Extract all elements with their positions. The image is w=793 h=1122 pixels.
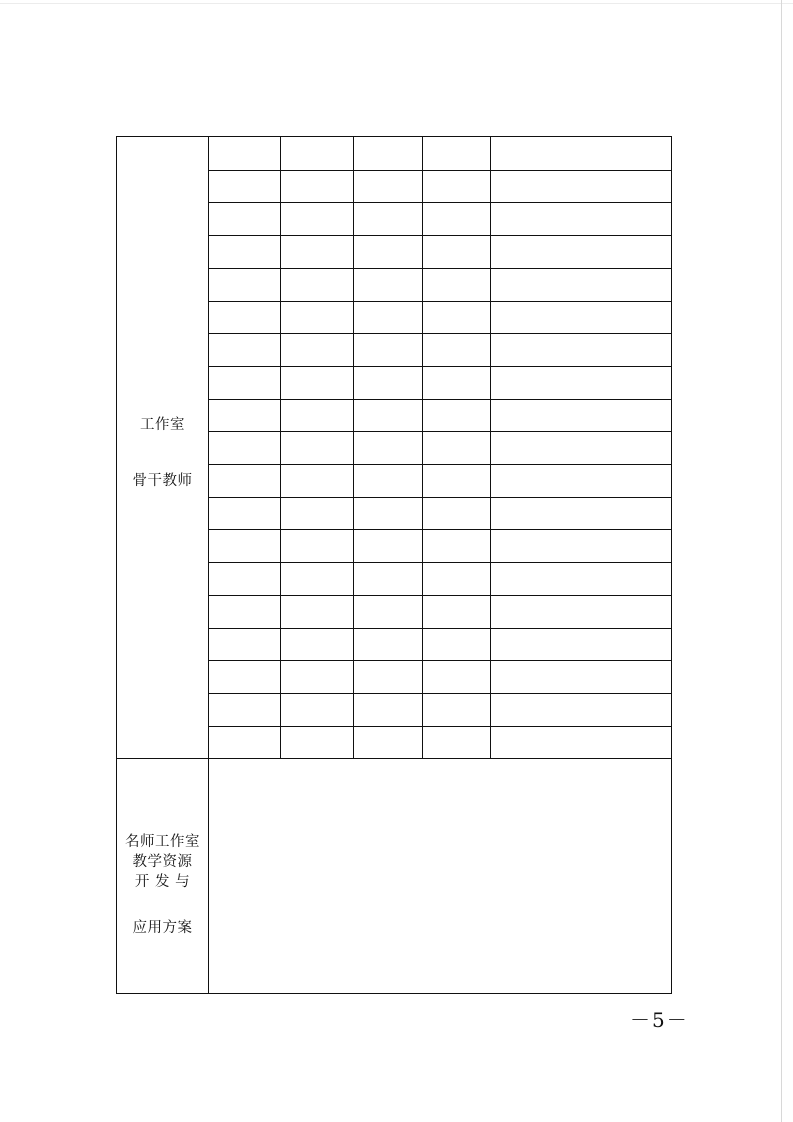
- section1-label-line1: 工作室: [140, 417, 185, 433]
- grid-row-line: [208, 628, 671, 629]
- form-table: [116, 136, 672, 994]
- section2-column-divider: [208, 758, 209, 993]
- grid-row-line: [208, 202, 671, 203]
- grid-row-line: [208, 693, 671, 694]
- grid-column-divider: [422, 137, 423, 758]
- grid-row-line: [208, 497, 671, 498]
- grid-column-divider: [208, 137, 209, 758]
- grid-row-line: [208, 595, 671, 596]
- grid-row-line: [208, 660, 671, 661]
- grid-row-line: [208, 431, 671, 432]
- grid-row-line: [208, 235, 671, 236]
- section2-label-line3: 开 发 与: [134, 874, 191, 890]
- section2-label-line1: 名师工作室: [125, 834, 200, 850]
- grid-column-divider: [280, 137, 281, 758]
- grid-row-line: [208, 464, 671, 465]
- grid-column-divider: [353, 137, 354, 758]
- section-separator: [117, 758, 671, 759]
- section2-label: [117, 832, 208, 938]
- grid-column-divider: [490, 137, 491, 758]
- section2-label-line2: 教学资源: [132, 854, 193, 870]
- scan-edge-top: [0, 3, 793, 4]
- grid-row-line: [208, 333, 671, 334]
- grid-row-line: [208, 726, 671, 727]
- section1-label-line2: 骨干教师: [132, 473, 193, 489]
- scan-edge-right: [781, 0, 782, 1122]
- grid-row-line: [208, 301, 671, 302]
- page-number: －5－: [630, 1008, 689, 1032]
- grid-row-line: [208, 268, 671, 269]
- grid-row-line: [208, 529, 671, 530]
- grid-row-line: [208, 562, 671, 563]
- section2-label-line4: 应用方案: [132, 920, 193, 936]
- grid-row-line: [208, 366, 671, 367]
- grid-row-line: [208, 170, 671, 171]
- grid-row-line: [208, 399, 671, 400]
